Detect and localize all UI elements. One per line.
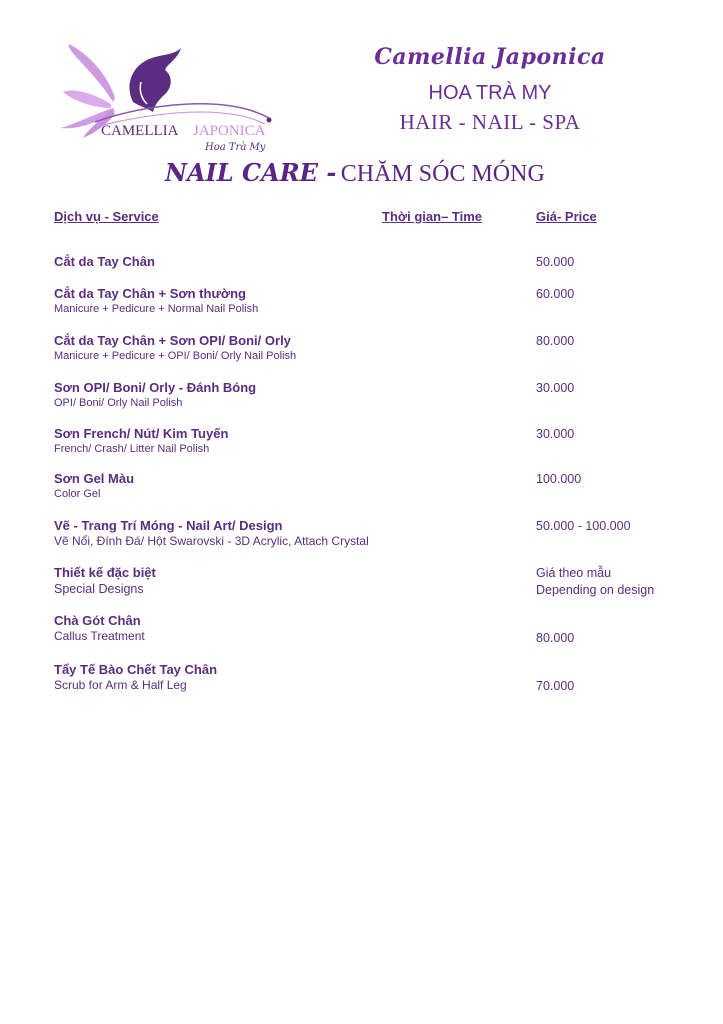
camellia-logo: [55, 42, 285, 157]
service-name: Vẽ - Trang Trí Móng - Nail Art/ Design: [54, 518, 283, 533]
service-desc: Manicure + Pedicure + OPI/ Boni/ Orly Nail Polish: [54, 350, 297, 362]
service-price: 80.000: [536, 334, 575, 348]
service-row: [54, 253, 694, 270]
service-price: Giá theo mẫu: [536, 566, 612, 580]
logo-name-part1: CAMELLIA: [101, 123, 179, 139]
service-name: Chà Gót Chân: [54, 613, 141, 628]
section-title-en: NAIL CARE -: [165, 158, 337, 187]
service-desc: Scrub for Arm & Half Leg: [54, 678, 187, 692]
service-row: [54, 285, 694, 317]
service-price: 80.000: [536, 631, 575, 645]
service-name: Cắt da Tay Chân + Sơn OPI/ Boni/ Orly: [54, 333, 291, 348]
service-row: [54, 612, 694, 644]
logo-name-part2: JAPONICA: [193, 123, 266, 139]
service-desc: Callus Treatment: [54, 629, 145, 643]
service-name: Sơn French/ Nút/ Kim Tuyến: [54, 426, 229, 441]
service-name: Sơn OPI/ Boni/ Orly - Đánh Bóng: [54, 380, 257, 395]
service-desc: Vẽ Nổi, Đính Đá/ Hột Swarovski - 3D Acrylic, Attach Crystal: [54, 534, 369, 548]
service-price-secondary: Depending on design: [536, 583, 655, 597]
service-desc: Manicure + Pedicure + Normal Nail Polish: [54, 303, 259, 315]
service-row: [54, 425, 694, 457]
brand-subtitle: HOA TRÀ MY: [428, 82, 552, 104]
service-price: 30.000: [536, 381, 575, 395]
service-desc: OPI/ Boni/ Orly Nail Polish: [54, 397, 183, 409]
service-row: [54, 661, 694, 693]
service-name: Cắt da Tay Chân + Sơn thường: [54, 286, 246, 301]
service-price: 60.000: [536, 287, 575, 301]
service-price: 30.000: [536, 427, 575, 441]
brand-name: Camellia Japonica: [374, 44, 606, 70]
service-name: Tẩy Tế Bào Chết Tay Chân: [54, 662, 218, 677]
service-row: [54, 470, 694, 502]
service-desc: French/ Crash/ Litter Nail Polish: [54, 443, 210, 455]
service-name: Cắt da Tay Chân: [54, 254, 155, 269]
service-row: [54, 332, 694, 364]
section-title: [165, 158, 545, 188]
service-row: [54, 379, 694, 411]
section-title-vn: CHĂM SÓC MÓNG: [340, 161, 545, 187]
service-price: 50.000: [536, 255, 575, 269]
service-price: 70.000: [536, 679, 575, 693]
service-desc: Color Gel: [54, 488, 101, 500]
column-header-service: Dịch vụ - Service: [54, 209, 159, 224]
column-header-price: Giá- Price: [536, 209, 597, 224]
butterfly-logo-icon: [55, 42, 285, 157]
service-price: 100.000: [536, 472, 582, 486]
logo-script: Hoa Trà My: [205, 142, 266, 153]
brand-tagline: HAIR - NAIL - SPA: [399, 110, 581, 134]
service-name: Sơn Gel Màu: [54, 471, 135, 486]
service-price: 50.000 - 100.000: [536, 519, 631, 533]
service-name: Thiết kế đặc biệt: [54, 565, 156, 580]
column-header-time: Thời gian– Time: [382, 209, 483, 224]
service-desc: Special Designs: [54, 582, 144, 596]
